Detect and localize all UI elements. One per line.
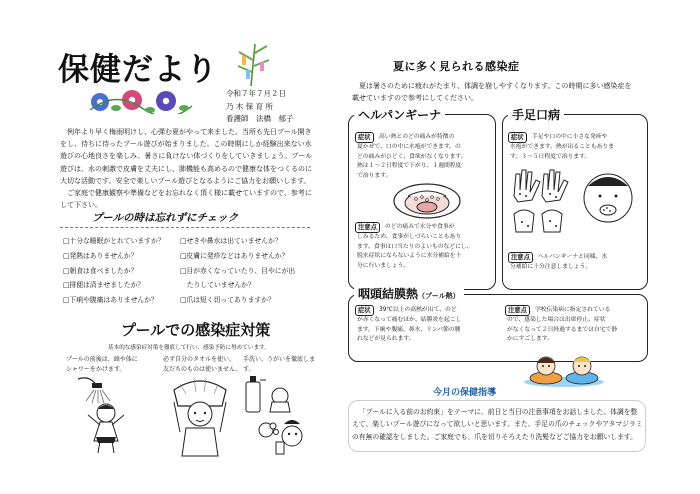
hfmd-symptom: 手足や口の中に小さな発疹や 水疱ができます。熱が出ることもありま す。３〜５日程度で治ります。 (510, 134, 614, 160)
pcf-caution-tag: 注意点 (505, 305, 530, 316)
tanabata-bamboo-icon (233, 40, 273, 88)
issue-date: 令和７年７月２日 (226, 89, 286, 98)
morning-glory-flower-icon (91, 93, 109, 111)
checklist-right (180, 234, 315, 308)
checklist-left (63, 234, 181, 308)
morning-glory-illustration (86, 86, 196, 114)
herpangina-caution: のどの痛みで水分や食事が しみるため、食事がしづらいこともあり ます。食事は口当たりのよいものなどにし、 脱水症状にならないように水分補給を十 分に行いましょう。 (357, 224, 473, 270)
children-swim-ring-illustration (522, 346, 606, 388)
hfmd-caution-tag: 注意点 (508, 252, 533, 263)
pcf-title-main: 咽頭結膜熱 (358, 287, 419, 301)
pool-note-shower: プールの前後は、頭や体に シャワーをかけます。 (66, 356, 138, 373)
author-name: 看護師 法橋 郁子 (226, 114, 294, 123)
checklist-item: □下痢や腹痛はありませんか？ (63, 296, 158, 305)
school-name: 乃 木 保 育 所 (226, 101, 274, 111)
mouth-blisters-illustration (392, 182, 462, 220)
hands-feet-rash-illustration (510, 166, 644, 236)
intro-text-2: ご家庭で健康観察や準備などをお忘れなく頂く様に載せていますので、参考にして下さい。 (60, 189, 312, 210)
checklist-item: □朝食は食べましたか？ (63, 266, 138, 275)
pcf-symptom-tag: 症状 (355, 305, 374, 316)
checklist-item: たりしていませんか？ (180, 281, 255, 290)
morning-glory-flower-icon (156, 91, 176, 111)
towel-child-illustration (160, 372, 240, 458)
pool-note-handwash: 手洗い、うがいを徹底します。 (243, 356, 316, 373)
pcf-title (354, 285, 464, 302)
handwash-illustration (240, 372, 312, 458)
newsletter-title: 保健だより (58, 52, 218, 88)
checklist-divider (60, 227, 310, 228)
health-guidance-title: 今月の保健指導 (433, 388, 497, 398)
pcf-caution: 学校伝染病に指定されている ので、感染した場合は出席停止。症状 がなくなって２日経過するまでは自宅で静 かにすごします。 (507, 307, 618, 343)
checklist-item: □十分な睡眠がとれていますか？ (63, 237, 165, 245)
checklist-item: □皮膚に発疹などはありませんか？ (180, 251, 289, 260)
checklist-item: □目が赤くなっていたり、目やにが出 (180, 266, 296, 275)
hfmd-symptom-tag: 症状 (508, 132, 527, 143)
health-guidance-text: 「プールに入る前のお約束」をテーマに、前日と当日の注意事項をお話しました。体調を整えて、楽しいプール遊びになって欲しいと思います。また、手足の爪のチェックやアタマジラミの有無の確認をしました。ご家庭でも、爪を切りそろえたり洗髪などご協力をお願いします。 (352, 408, 643, 441)
checklist-item: □せきや鼻水は出ていませんか？ (180, 237, 282, 245)
intro-paragraph (60, 126, 316, 211)
summer-infections-intro: 夏は暑さのために疲れがたまり、体調を崩しやすくなります。この時期に多い感染症を載せていますので参考にしてください。 (352, 82, 632, 102)
intro-text: 例年より早く梅雨明けし、心弾む夏がやって来ました。当所も先日プール開きをし、待ちに待ったプール遊びが始まりました。この時期にしか経験出来ない水遊びの心地良さを楽しみ、暑さに負けない体づくりをしていきましょう。プール遊びは、水の刺激で皮膚を丈夫にし、肺機能も高めるので健康な体をつくるのに大切な活動です。安全で楽しいプール遊びとなるようにご協力をお願いします。 (60, 128, 313, 185)
hfmd-title: 手足口病 (508, 106, 564, 123)
checklist-title: プールの時は忘れずにチェック (92, 212, 239, 224)
herpangina-title: ヘルパンギーナ (354, 106, 445, 123)
hfmd-caution: ヘルパンギーナと同様、水 分補給に十分注意しましょう。 (510, 254, 608, 270)
pcf-title-note: （プール熱） (418, 292, 460, 300)
newsletter-info (226, 88, 294, 126)
herpangina-symptom: 高い熱とのどの痛みが特徴の 夏かぜで、口の中に水疱ができます。の どの痛みがひどく、食欲がなくなります。 熱は１〜２日程度で下がり、１週間程度 で治ります。 (357, 134, 467, 180)
checklist-item: □爪は短く切ってありますか？ (180, 296, 275, 305)
pool-note-towel: 必ず自分のタオルを使い、 友だちのものは使いません。 (163, 356, 242, 373)
herpangina-caution-tag: 注意点 (355, 222, 380, 233)
pool-section-subtitle: 基本的な感染症対策を徹底して行い、感染予防に努めています。 (108, 345, 270, 351)
pool-section-title: プールでの感染症対策 (121, 321, 271, 339)
checklist-item: □排便は済ませましたか？ (63, 281, 145, 290)
herpangina-symptom-tag: 症状 (355, 132, 374, 143)
summer-infections-title: 夏に多く見られる感染症 (393, 60, 520, 73)
pcf-symptom: 39℃以上の高熱が出て、のど が赤くなって痛むほか、結膜炎を起こし ます。下痢や腹痛、鼻水、リンパ節の腫 れなどが見られます。 (357, 307, 462, 343)
checklist-item: □発熱はありませんか？ (63, 251, 138, 260)
shower-child-illustration (70, 375, 140, 455)
